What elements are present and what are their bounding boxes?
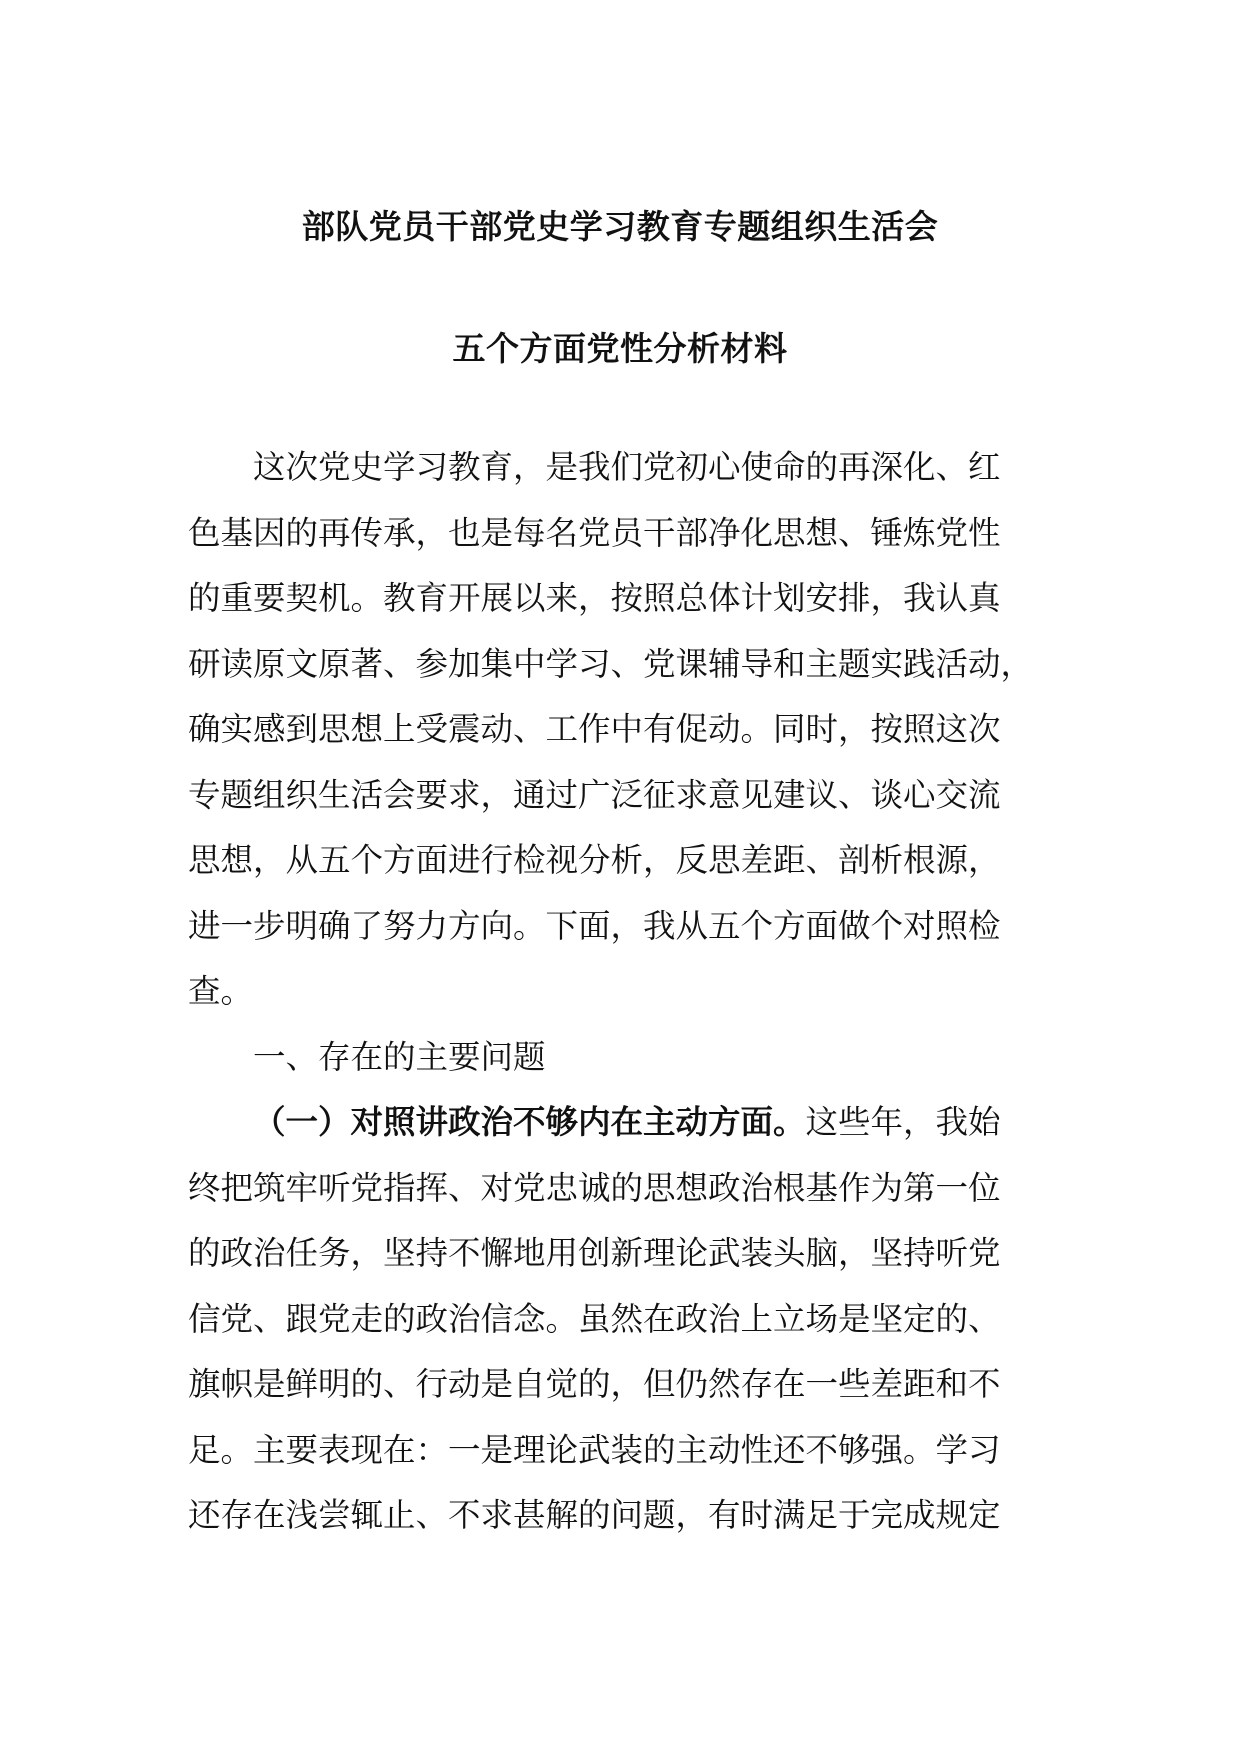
text-line: 查。	[188, 972, 254, 1010]
text-line: 确实感到思想上受震动、工作中有促动。同时，按照这次	[188, 710, 1001, 748]
text-line: 的重要契机。教育开展以来，按照总体计划安排，我认真	[188, 579, 1001, 617]
intro-paragraph	[188, 435, 1063, 1025]
document-body	[188, 435, 1063, 1549]
text-line: 信党、跟党走的政治信念。虽然在政治上立场是坚定的、	[188, 1299, 1001, 1338]
subsection-first-text: 这些年，我始	[805, 1103, 1001, 1141]
subsection-heading: （一）对照讲政治不够内在主动方面。	[253, 1103, 806, 1141]
subsection-paragraph	[188, 1090, 1063, 1549]
text-line: 足。主要表现在：一是理论武装的主动性还不够强。学习	[188, 1430, 1001, 1469]
text-line: 的政治任务，坚持不懈地用创新理论武装头脑，坚持听党	[188, 1234, 1001, 1272]
text-line: 专题组织生活会要求，通过广泛征求意见建议、谈心交流	[188, 775, 1001, 814]
subsection-first-line	[188, 1090, 1063, 1156]
text-line: 终把筑牢听党指挥、对党忠诚的思想政治根基作为第一位	[188, 1168, 1001, 1207]
text-line: 研读原文原著、参加集中学习、党课辅导和主题实践活动，	[188, 644, 1034, 683]
text-line: 思想，从五个方面进行检视分析，反思差距、剖析根源，	[188, 841, 1001, 879]
section-heading: 一、存在的主要问题	[253, 1037, 546, 1076]
text-line: 这次党史学习教育，是我们党初心使命的再深化、红	[253, 448, 1001, 486]
document-title-line2: 五个方面党性分析材料	[452, 329, 788, 368]
document-title-line1: 部队党员干部党史学习教育专题组织生活会	[301, 207, 939, 246]
text-line: 旗帜是鲜明的、行动是自觉的，但仍然存在一些差距和不	[188, 1365, 1001, 1403]
text-line: 色基因的再传承，也是每名党员干部净化思想、锤炼党性	[188, 513, 1001, 552]
text-line: 进一步明确了努力方向。下面，我从五个方面做个对照检	[188, 906, 1001, 945]
text-line: 还存在浅尝辄止、不求甚解的问题，有时满足于完成规定	[188, 1496, 1001, 1534]
